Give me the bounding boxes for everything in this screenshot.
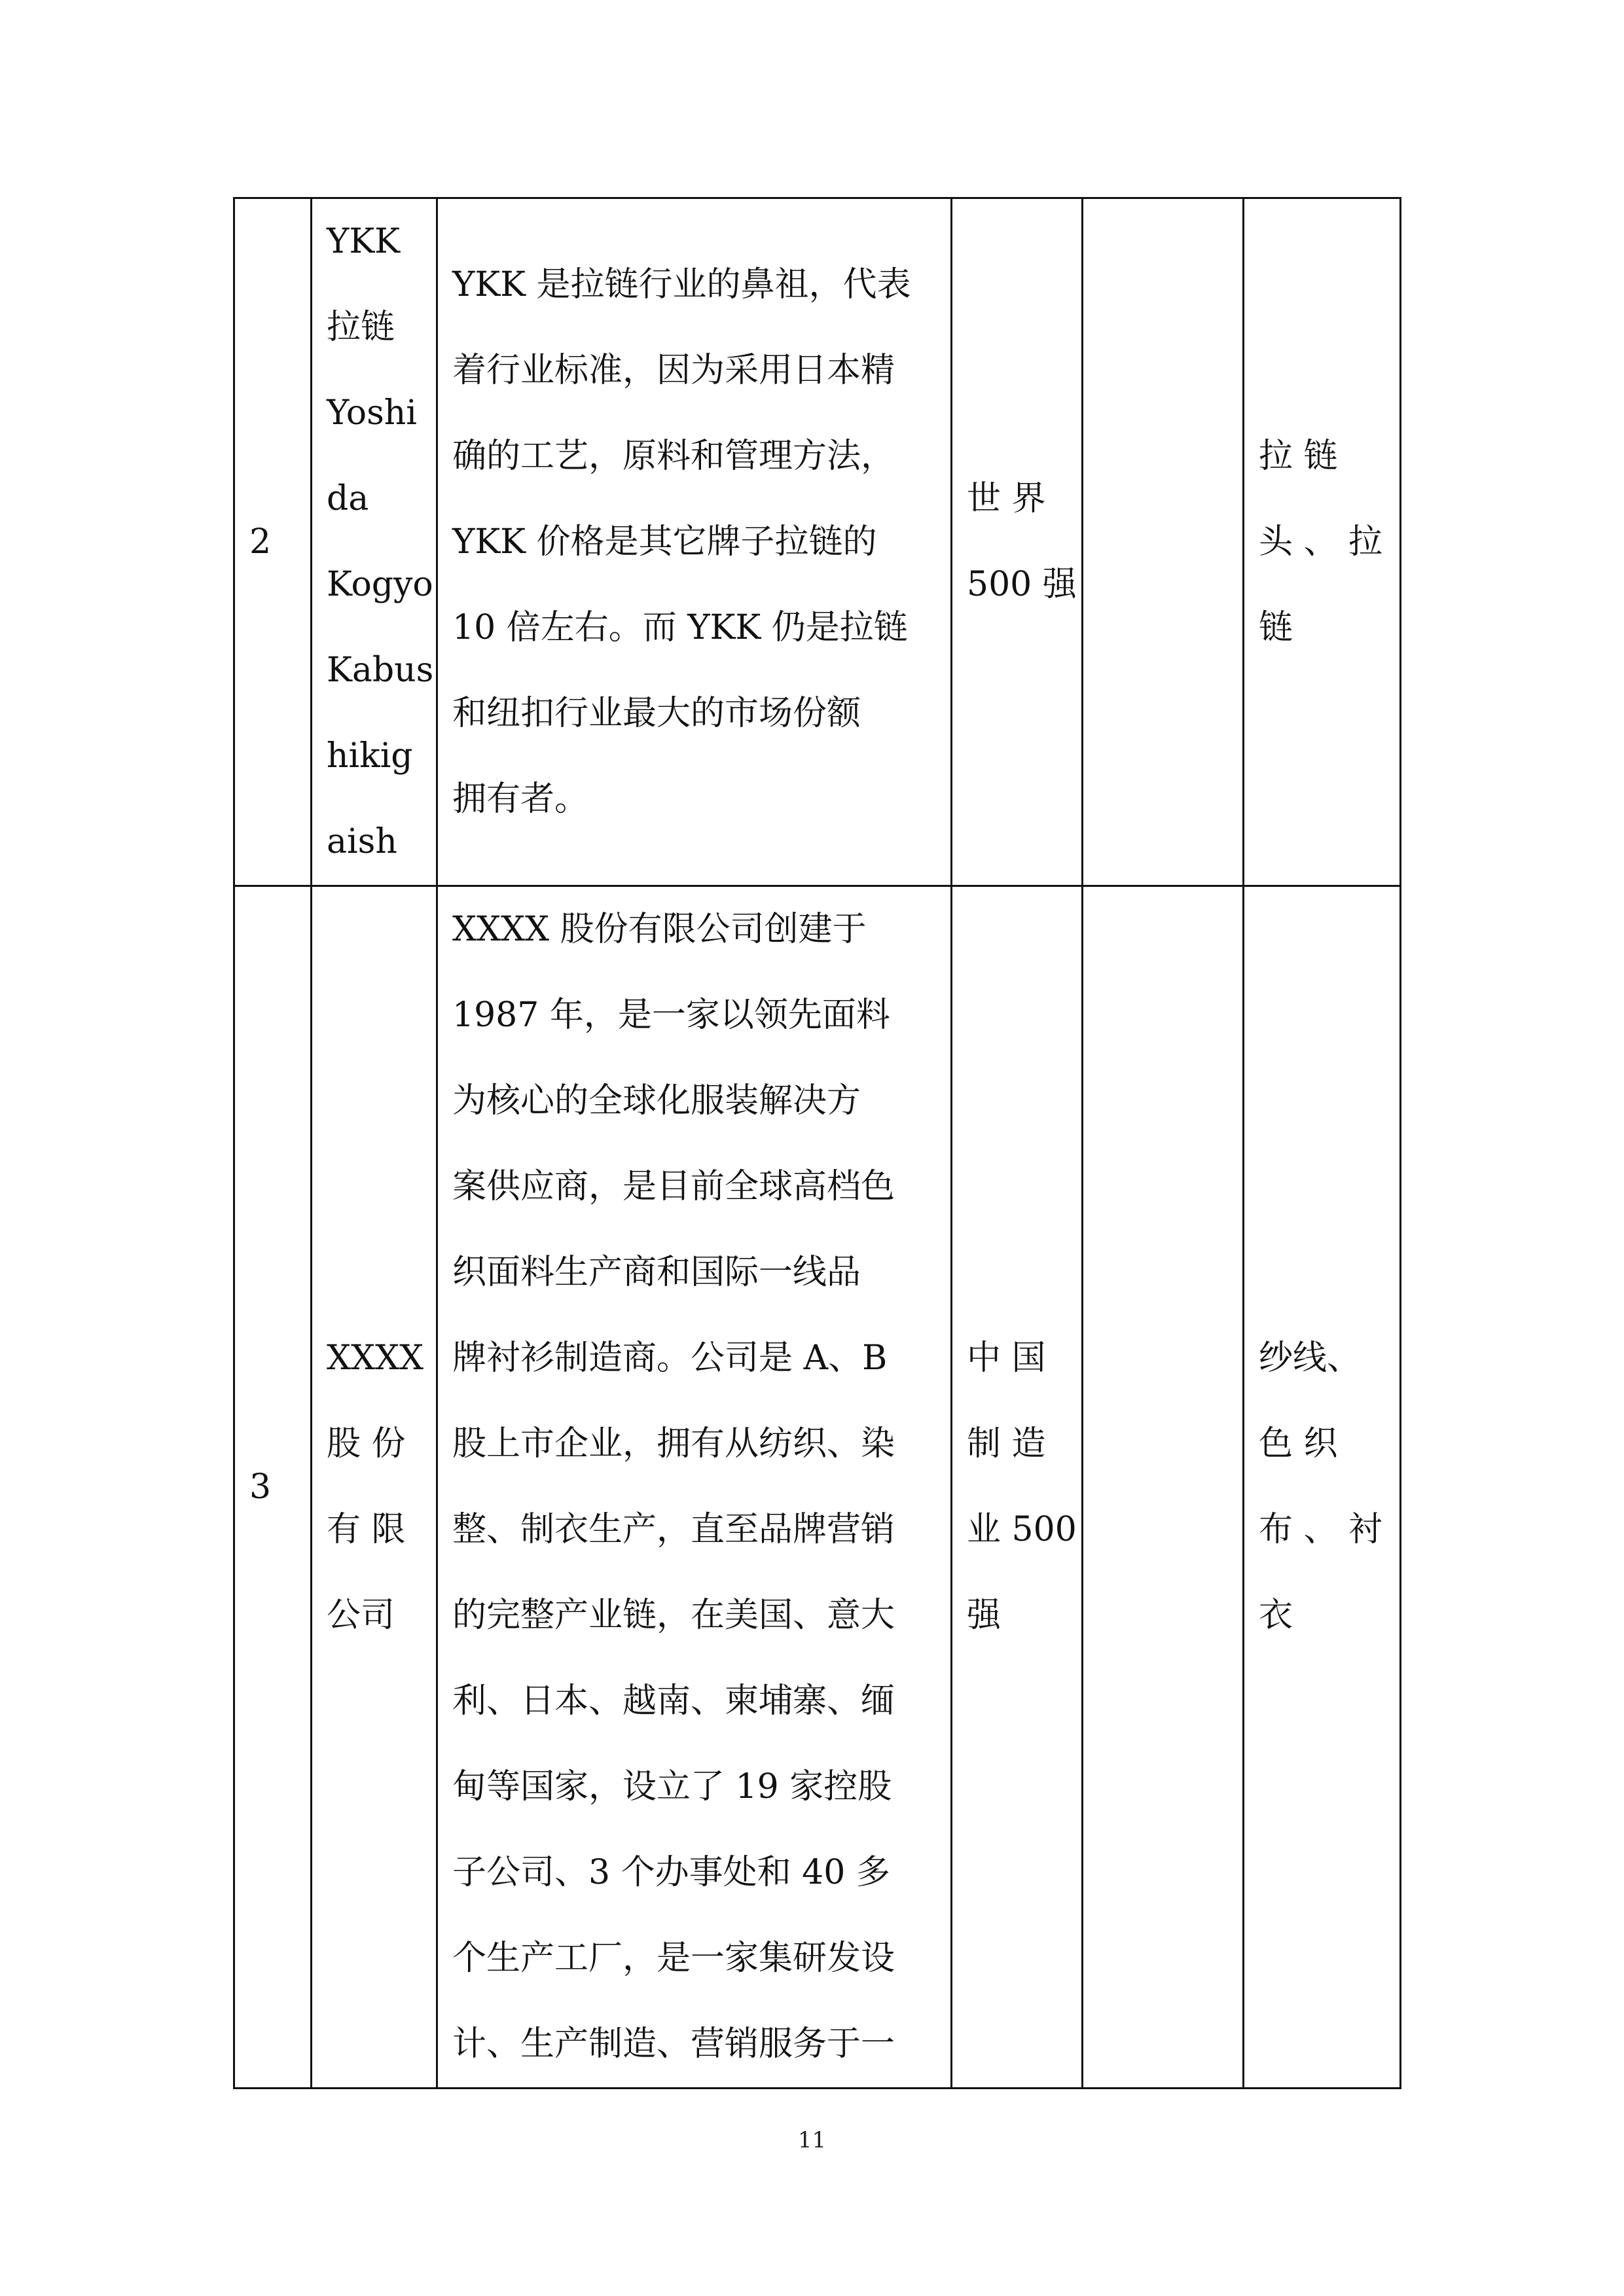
company-name-line: aish bbox=[327, 822, 397, 861]
company-products bbox=[1259, 414, 1385, 671]
page-number: 11 bbox=[797, 2127, 827, 2153]
company-name-line: da bbox=[327, 479, 369, 518]
description-line: 子公司、3 个办事处和 40 多 bbox=[452, 1853, 890, 1892]
description-line: 10 倍左右。而 YKK 仍是拉链 bbox=[452, 607, 908, 647]
product-line: 布 、 衬 bbox=[1259, 1510, 1383, 1549]
description-line: 股上市企业，拥有从纺织、染 bbox=[452, 1424, 895, 1463]
ranking-cell bbox=[952, 198, 1083, 886]
row-number: 2 bbox=[249, 522, 272, 562]
company-name-line: Yoshi bbox=[327, 393, 417, 433]
company-name-line: hikig bbox=[327, 736, 413, 776]
company-name-line: 股 份 bbox=[327, 1424, 406, 1463]
company-products bbox=[1259, 1316, 1385, 1659]
product-line: 纱线、 bbox=[1259, 1338, 1362, 1378]
description-line: 利、日本、越南、柬埔寨、缅 bbox=[452, 1681, 895, 1721]
ranking-cell bbox=[952, 886, 1083, 2089]
description-cell bbox=[437, 886, 952, 2089]
description-line: 着行业标准，因为采用日本精 bbox=[452, 350, 895, 390]
description-line: 和纽扣行业最大的市场份额 bbox=[452, 693, 861, 733]
description-line: 织面料生产商和国际一线品 bbox=[452, 1253, 861, 1292]
empty-cell bbox=[1083, 886, 1244, 2089]
description-line: 个生产工厂，是一家集研发设 bbox=[452, 1939, 895, 1978]
product-line: 衣 bbox=[1259, 1596, 1293, 1635]
description-line: 整、制衣生产，直至品牌营销 bbox=[452, 1510, 895, 1549]
company-name-line: YKK bbox=[327, 222, 401, 261]
description-line: 1987 年，是一家以领先面料 bbox=[452, 996, 890, 1035]
description-line: 的完整产业链，在美国、意大 bbox=[452, 1596, 895, 1635]
row-number-cell bbox=[234, 198, 312, 886]
product-cell bbox=[1244, 198, 1401, 886]
description-line: YKK 价格是其它牌子拉链的 bbox=[452, 522, 877, 562]
description-line: 牌衬衫制造商。公司是 A、B bbox=[452, 1338, 888, 1378]
description-line: 确的工艺，原料和管理方法， bbox=[452, 436, 895, 476]
description-line: YKK 是拉链行业的鼻祖，代表 bbox=[452, 264, 911, 304]
company-ranking bbox=[967, 456, 1077, 628]
table-row bbox=[234, 198, 1401, 886]
ranking-line: 世 界 bbox=[967, 479, 1046, 518]
company-description bbox=[452, 887, 936, 2087]
description-line: XXXX 股份有限公司创建于 bbox=[452, 910, 867, 949]
empty-cell bbox=[1083, 198, 1244, 886]
product-cell bbox=[1244, 886, 1401, 2089]
description-line: 为核心的全球化服装解决方 bbox=[452, 1081, 861, 1121]
supplier-table bbox=[233, 197, 1401, 2089]
company-name bbox=[327, 199, 434, 885]
product-line: 链 bbox=[1259, 607, 1293, 647]
company-description bbox=[452, 242, 936, 842]
product-line: 头 、 拉 bbox=[1259, 522, 1383, 562]
company-name-cell bbox=[312, 886, 437, 2089]
company-name-line: 拉链 bbox=[327, 308, 395, 347]
ranking-line: 制 造 bbox=[967, 1424, 1046, 1463]
company-name-line: XXXX bbox=[327, 1338, 424, 1378]
company-name-line: Kabus bbox=[327, 651, 434, 690]
company-ranking bbox=[967, 1316, 1077, 1659]
company-name bbox=[327, 1316, 422, 1659]
company-name-line: 公司 bbox=[327, 1596, 395, 1635]
ranking-line: 业 500 bbox=[967, 1510, 1077, 1549]
row-number-cell bbox=[234, 886, 312, 2089]
company-name-line: Kogyo bbox=[327, 565, 433, 604]
description-line: 甸等国家，设立了 19 家控股 bbox=[452, 1767, 892, 1806]
company-name-line: 有 限 bbox=[327, 1510, 406, 1549]
product-line: 拉 链 bbox=[1259, 436, 1338, 476]
description-line: 拥有者。 bbox=[452, 779, 589, 819]
ranking-line: 中 国 bbox=[967, 1338, 1046, 1378]
row-number: 3 bbox=[249, 1467, 272, 1507]
table-row bbox=[234, 886, 1401, 2089]
description-line: 案供应商，是目前全球高档色 bbox=[452, 1167, 895, 1206]
product-line: 色 织 bbox=[1259, 1424, 1338, 1463]
ranking-line: 强 bbox=[967, 1596, 1001, 1635]
description-line: 计、生产制造、营销服务于一 bbox=[452, 2024, 895, 2064]
description-cell bbox=[437, 198, 952, 886]
company-name-cell bbox=[312, 198, 437, 886]
ranking-line: 500 强 bbox=[967, 565, 1077, 604]
